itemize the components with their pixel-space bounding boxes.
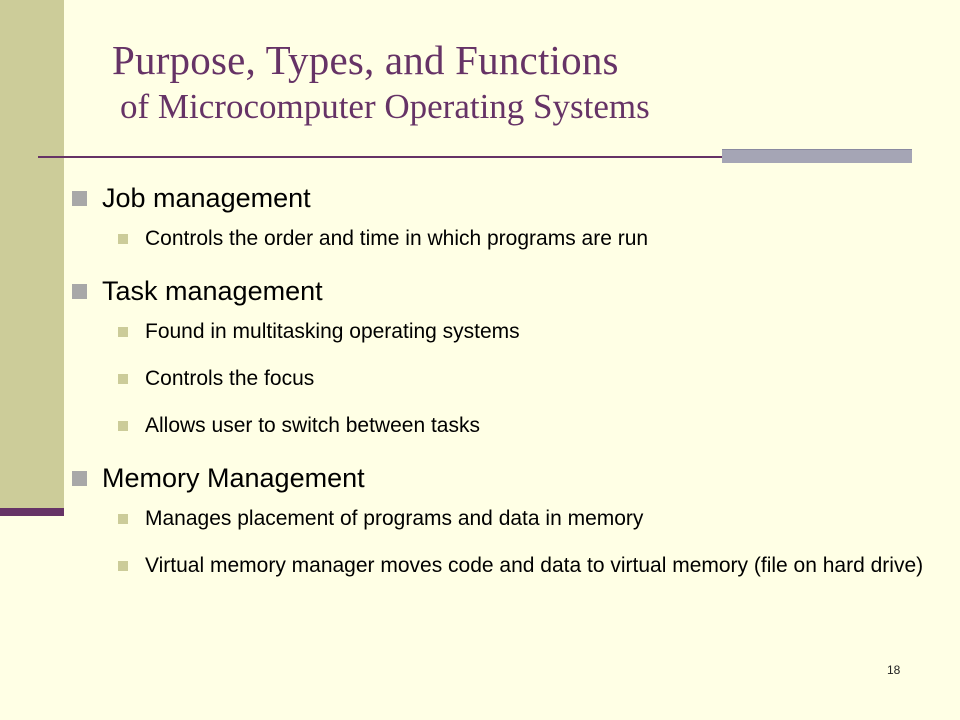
square-bullet-icon [72, 191, 87, 206]
bullet-heading: Task management [102, 276, 323, 306]
slide-title [112, 36, 650, 128]
title-line-2: of Microcomputer Operating Systems [120, 87, 650, 126]
sub-bullet-text: Controls the focus [145, 367, 315, 390]
sub-bullet-text: Allows user to switch between tasks [145, 414, 480, 437]
sub-bullet [72, 413, 952, 439]
small-square-bullet-icon [118, 234, 128, 244]
title-line-1: Purpose, Types, and Functions [112, 37, 619, 83]
small-square-bullet-icon [118, 561, 128, 571]
sub-bullet-text: Virtual memory manager moves code and data to virtual memory (file on hard drive) [145, 554, 924, 577]
left-band-accent-line [0, 508, 64, 516]
page-number: 18 [887, 663, 901, 677]
sub-bullet-text: Found in multitasking operating systems [145, 320, 520, 343]
sub-bullet [72, 226, 952, 252]
small-square-bullet-icon [118, 514, 128, 524]
sub-bullet-text: Manages placement of programs and data in memory [145, 507, 644, 530]
sub-bullet-text: Controls the order and time in which programs are run [145, 227, 649, 250]
bullet-heading: Memory Management [102, 463, 365, 493]
bullet-memory-management [72, 460, 952, 496]
square-bullet-icon [72, 284, 87, 299]
small-square-bullet-icon [118, 374, 128, 384]
bullet-heading: Job management [102, 183, 311, 213]
left-decorative-band [0, 0, 64, 512]
bullet-content [72, 178, 952, 600]
sub-bullet [72, 366, 952, 392]
small-square-bullet-icon [118, 327, 128, 337]
bullet-task-management [72, 273, 952, 309]
sub-bullet [72, 506, 952, 532]
sub-bullet [72, 553, 952, 579]
title-accent-block [722, 149, 912, 163]
small-square-bullet-icon [118, 421, 128, 431]
bullet-job-management [72, 180, 952, 216]
sub-bullet [72, 319, 952, 345]
square-bullet-icon [72, 471, 87, 486]
